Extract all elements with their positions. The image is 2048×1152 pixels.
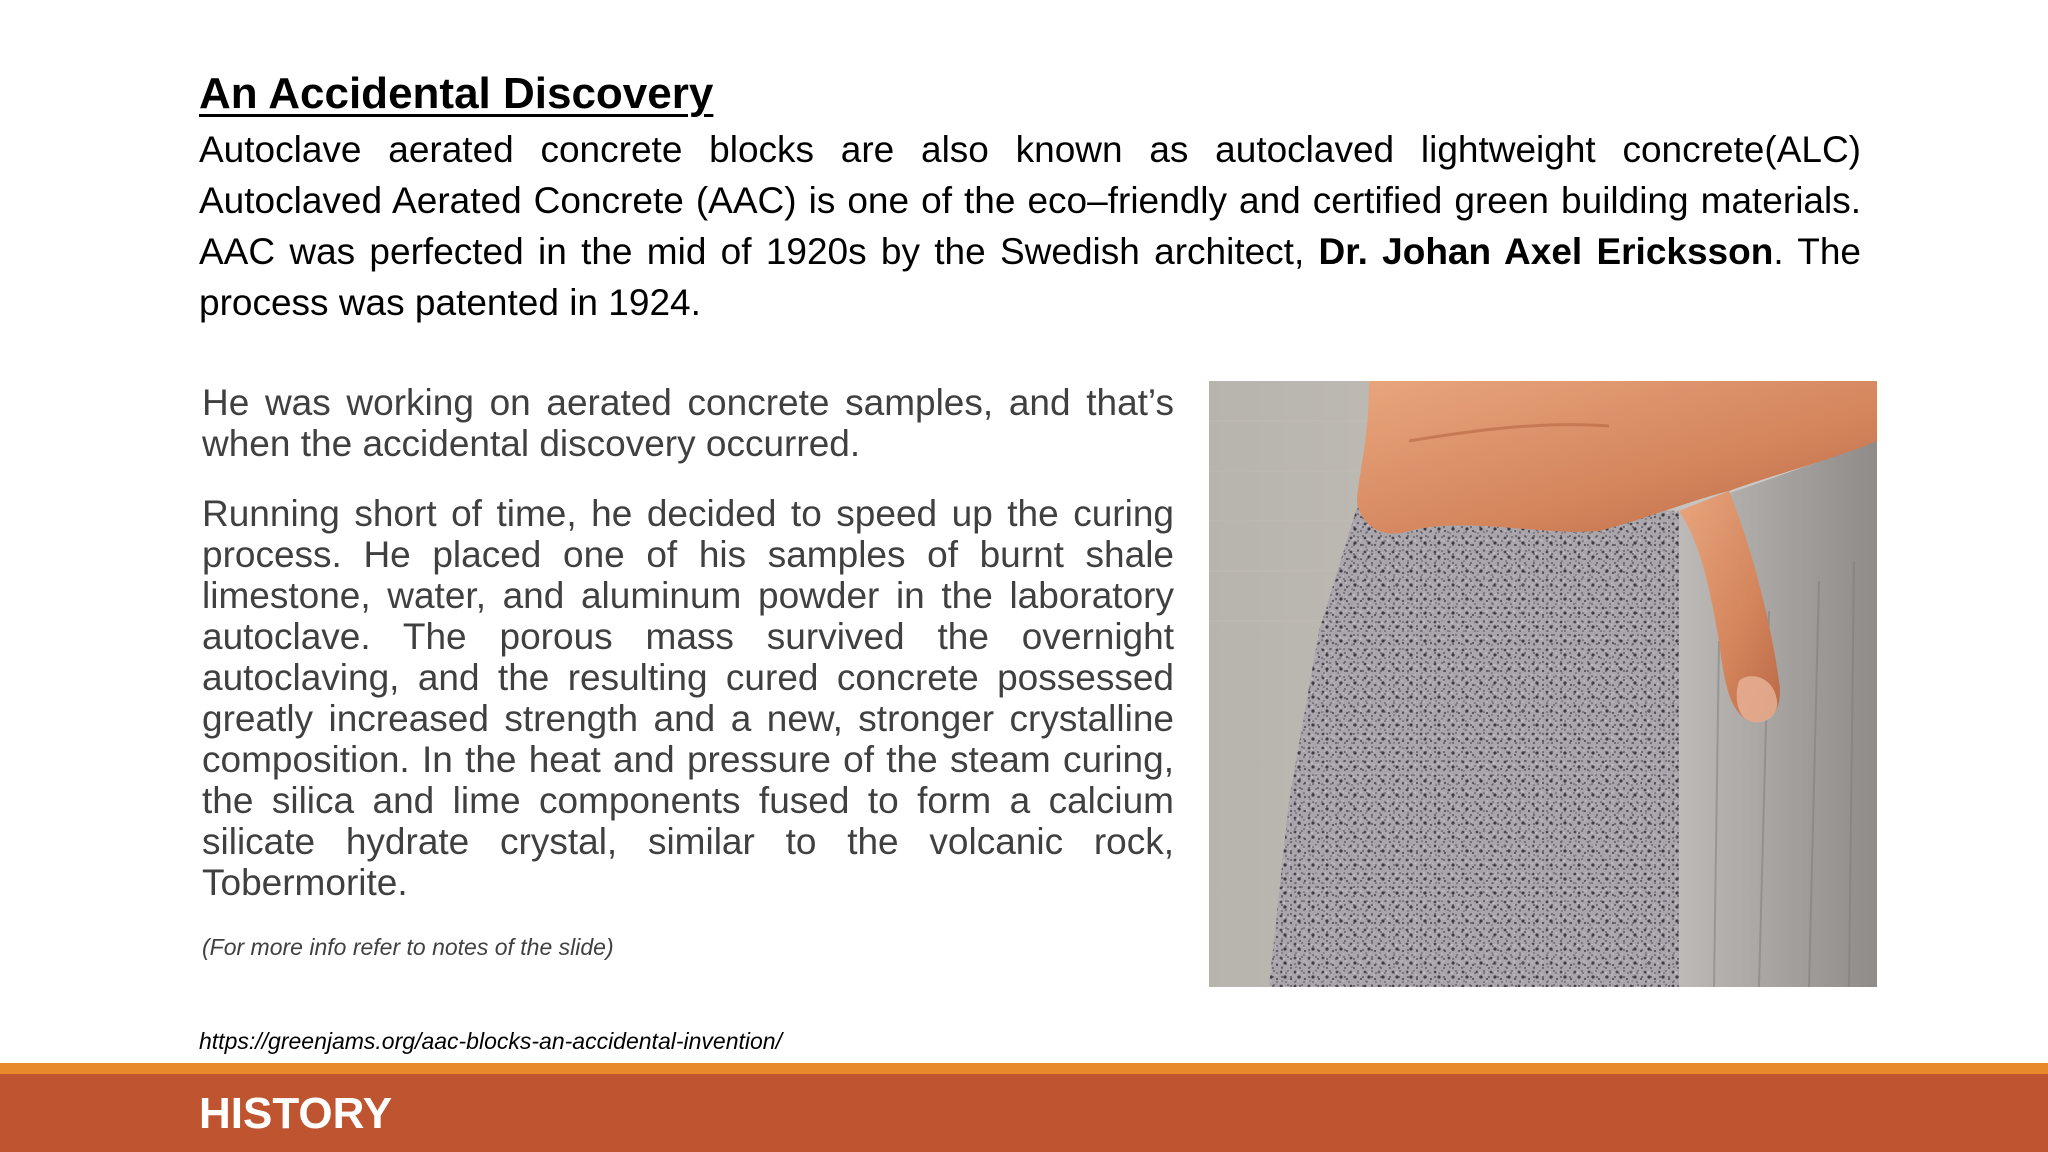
body-text-column bbox=[202, 382, 1174, 932]
slide-title: An Accidental Discovery bbox=[199, 69, 714, 118]
inventor-name: Dr. Johan Axel Ericksson bbox=[1318, 231, 1774, 272]
intro-text-before: Autoclave aerated concrete blocks are also known as autoclaved lightweight concrete(ALC) Autoclaved Aerated Concrete (AAC) is one of the eco–friendly and certified green building materials. AAC was perfected in the mid of 1920s by the Swedish architect, bbox=[199, 129, 1861, 272]
intro-paragraph bbox=[199, 124, 1861, 328]
footer-accent-stripe bbox=[0, 1063, 2048, 1074]
body-paragraph-2: Running short of time, he decided to speed up the curing process. He placed one of his samples of burnt shale limestone, water, and aluminum powder in the laboratory autoclave. The porous mass survived the overnight autoclaving, and the resulting cured concrete possessed greatly increased strength and a new, stronger crystalline composition. In the heat and pressure of the steam curing, the silica and lime components fused to form a calcium silicate hydrate crystal, similar to the volcanic rock, Tobermorite. bbox=[202, 493, 1174, 903]
source-link[interactable]: https://greenjams.org/aac-blocks-an-accidental-invention/ bbox=[199, 1028, 782, 1054]
slide-note: (For more info refer to notes of the slide) bbox=[202, 934, 614, 960]
aac-block-photo bbox=[1209, 381, 1877, 987]
intro-text-after: . The process was patented in 1924. bbox=[199, 231, 1861, 323]
aac-block-photo-svg bbox=[1209, 381, 1877, 987]
body-paragraph-1: He was working on aerated concrete samples, and that’s when the accidental discovery occurred. bbox=[202, 382, 1174, 464]
section-label: HISTORY bbox=[199, 1089, 393, 1138]
